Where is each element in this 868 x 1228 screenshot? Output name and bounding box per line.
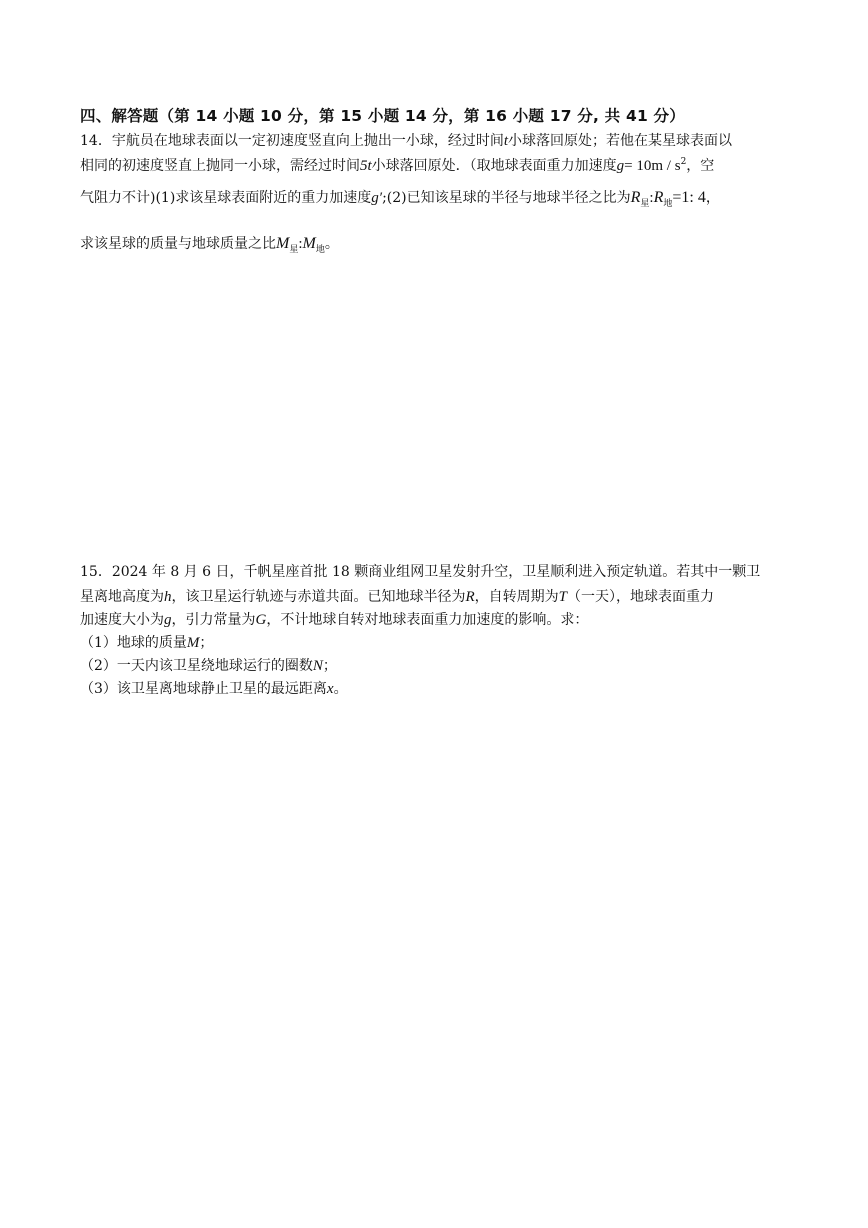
q14-colon: : bbox=[298, 236, 303, 252]
q15-var-g: g bbox=[164, 612, 172, 628]
q14-text: 气阻力不计)(1)求该星球表面附近的重力加速度 bbox=[80, 190, 372, 206]
q14-sub-earth: 地 bbox=[315, 245, 325, 255]
q14-text: 14．宇航员在地球表面以一定初速度竖直向上抛出一小球，经过时间 bbox=[80, 133, 504, 149]
q15-var-N: N bbox=[312, 658, 323, 674]
q14-text: 小球落回原处；若他在某星球表面以 bbox=[508, 133, 732, 149]
q14-text: ， bbox=[705, 190, 720, 206]
q14-exponent: 2 bbox=[680, 157, 687, 167]
q15-text: （2）一天内该卫星绕地球运行的圈数 bbox=[80, 658, 313, 674]
section-heading: 四、解答题（第 14 小题 10 分，第 15 小题 14 分，第 16 小题 17 分, 共 41 分） bbox=[80, 107, 685, 125]
q14-text: ;(2)已知该星球的半径与地球半径之比为 bbox=[382, 190, 631, 206]
q15-var-h: h bbox=[164, 589, 172, 605]
q15-item-1 bbox=[80, 633, 213, 653]
q15-text: ，引力常量为 bbox=[171, 612, 256, 628]
q14-var-g: g bbox=[616, 158, 625, 174]
q14-text: 小球落回原处．（取地球表面重力加速度 bbox=[371, 158, 617, 174]
q15-var-T: T bbox=[558, 589, 568, 605]
q14-sub-star: 星 bbox=[289, 245, 299, 255]
q14-var-t: t bbox=[503, 133, 508, 149]
q14-colon: : bbox=[649, 190, 654, 206]
q14-sub-earth: 地 bbox=[663, 199, 673, 209]
q14-text: 求该星球的质量与地球质量之比 bbox=[80, 236, 276, 252]
q14-ratio: =1: 4 bbox=[672, 189, 706, 206]
q15-text: （一天），地球表面重力 bbox=[567, 589, 715, 605]
q15-text: ，该卫星运行轨迹与赤道共面。已知地球半径为 bbox=[171, 589, 466, 605]
q14-text: 。 bbox=[324, 236, 339, 252]
q14-text: 相同的初速度竖直上抛同一小球，需经过时间 bbox=[80, 158, 360, 174]
q14-g-value: = 10m / s bbox=[624, 158, 681, 174]
q15-text: ，不计地球自转对地球表面重力加速度的影响。求： bbox=[266, 612, 589, 628]
q15-line-3 bbox=[80, 610, 588, 630]
q14-var-R-star: R bbox=[630, 189, 641, 206]
q14-var-M-star: M bbox=[276, 235, 290, 252]
q15-text: （1）地球的质量 bbox=[80, 635, 187, 651]
q15-text: 。 bbox=[333, 681, 348, 697]
q14-text: ，空 bbox=[686, 158, 715, 174]
q15-text: 加速度大小为 bbox=[80, 612, 164, 628]
q15-text: （3）该卫星离地球静止卫星的最远距离 bbox=[80, 681, 327, 697]
q14-line-2 bbox=[80, 156, 714, 178]
q14-var-gprime: g′ bbox=[371, 190, 383, 206]
q15-item-3 bbox=[80, 679, 348, 699]
q15-line-2 bbox=[80, 587, 714, 607]
q14-var-R-earth: R bbox=[653, 189, 664, 206]
q15-item-2 bbox=[80, 656, 337, 676]
q15-var-R: R bbox=[465, 589, 475, 605]
q14-var-5t: 5t bbox=[360, 158, 372, 174]
q14-sub-star: 星 bbox=[640, 199, 650, 209]
q15-var-x: x bbox=[326, 681, 334, 697]
q14-line-3 bbox=[80, 188, 720, 210]
q14-line-4 bbox=[80, 234, 339, 256]
q15-text: 星离地高度为 bbox=[80, 589, 164, 605]
q15-text: ，自转周期为 bbox=[474, 589, 559, 605]
q15-var-G: G bbox=[255, 612, 267, 628]
q15-text: ； bbox=[199, 635, 214, 651]
q15-var-M: M bbox=[186, 635, 200, 651]
q15-text: ； bbox=[322, 658, 337, 674]
q14-line-1 bbox=[80, 131, 732, 151]
q15-line-1: 15．2024 年 8 月 6 日，千帆星座首批 18 颗商业组网卫星发射升空，卫星顺利进入预定轨道。若其中一颗卫 bbox=[80, 564, 761, 580]
q14-var-M-earth: M bbox=[302, 235, 316, 252]
